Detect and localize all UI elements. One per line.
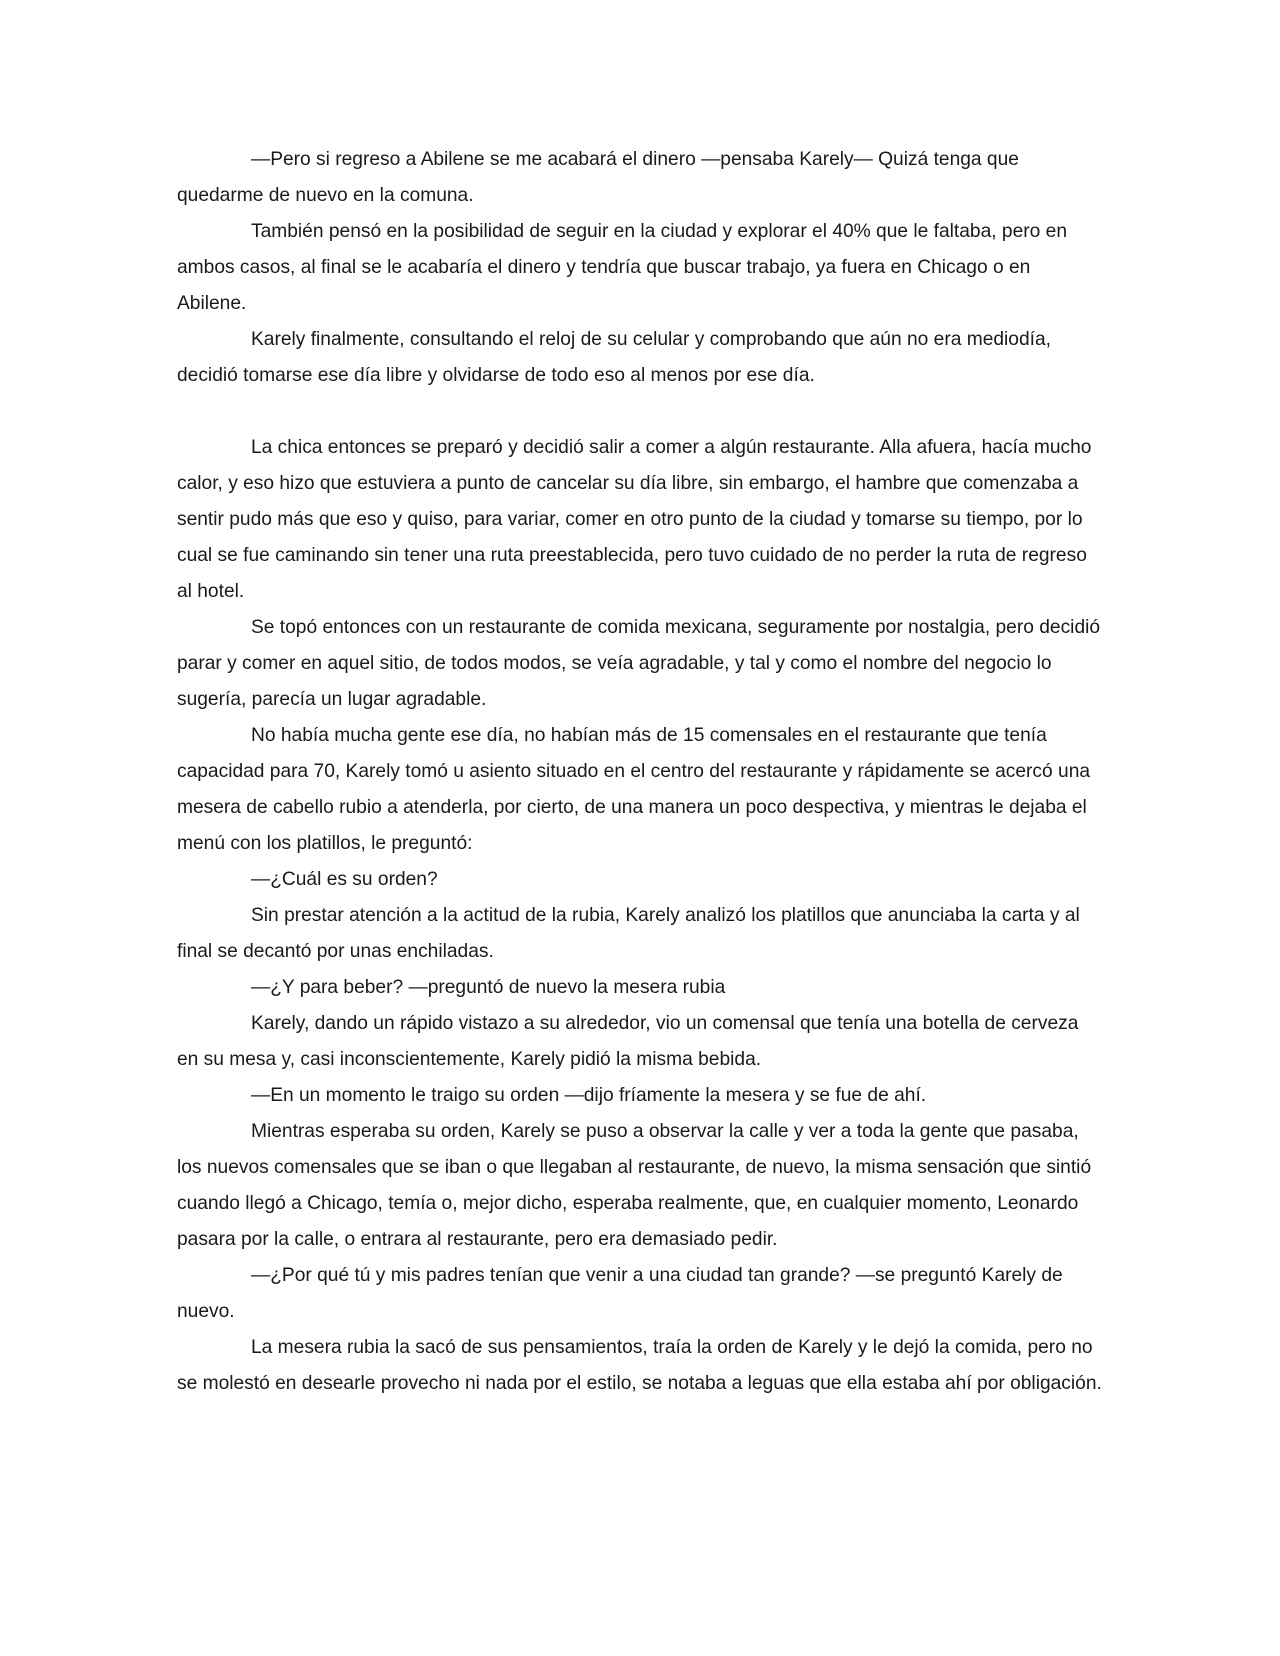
paragraph-3: Karely finalmente, consultando el reloj de su celular y comprobando que aún no era mediodía, decidió tomarse ese día libre y olvidarse de todo eso al menos por ese día. bbox=[177, 329, 1051, 386]
paragraph-2: También pensó en la posibilidad de seguir en la ciudad y explorar el 40% que le faltaba, pero en ambos casos, al final se le acabaría el dinero y tendría que buscar trabajo, ya fuera en Chicago o en Abilene. bbox=[177, 221, 1068, 314]
section-break bbox=[177, 394, 1102, 430]
paragraph-13: —¿Por qué tú y mis padres tenían que venir a una ciudad tan grande? —se preguntó Karely de nuevo. bbox=[177, 1265, 1063, 1322]
paragraph-11: —En un momento le traigo su orden —dijo fríamente la mesera y se fue de ahí. bbox=[251, 1085, 927, 1106]
paragraph-8: Sin prestar atención a la actitud de la rubia, Karely analizó los platillos que anunciaba la carta y al final se decantó por unas enchiladas. bbox=[177, 905, 1080, 962]
paragraph-4: La chica entonces se preparó y decidió salir a comer a algún restaurante. Alla afuera, hacía mucho calor, y eso hizo que estuviera a punto de cancelar su día libre, sin embargo, el hambre que comenzaba a sentir pudo más que eso y quiso, para variar, comer en otro punto de la ciudad y tomarse su tiempo, por lo cual se fue caminando sin tener una ruta preestablecida, pero tuvo cuidado de no perder la ruta de regreso al hotel. bbox=[177, 437, 1092, 602]
paragraph-9: —¿Y para beber? —preguntó de nuevo la mesera rubia bbox=[251, 977, 726, 998]
paragraph-14: La mesera rubia la sacó de sus pensamientos, traía la orden de Karely y le dejó la comida, pero no se molestó en desearle provecho ni nada por el estilo, se notaba a leguas que ella estaba ahí por obligación. bbox=[177, 1337, 1102, 1394]
paragraph-6: No había mucha gente ese día, no habían más de 15 comensales en el restaurante que tenía capacidad para 70, Karely tomó u asiento situado en el centro del restaurante y rápidamente se acercó una mesera de cabello rubio a atenderla, por cierto, de una manera un poco despectiva, y mientras le dejaba el menú con los platillos, le preguntó: bbox=[177, 725, 1091, 854]
paragraph-1: —Pero si regreso a Abilene se me acabará el dinero —pensaba Karely— Quizá tenga que quedarme de nuevo en la comuna. bbox=[177, 149, 1019, 206]
paragraph-7: —¿Cuál es su orden? bbox=[251, 869, 438, 890]
paragraph-10: Karely, dando un rápido vistazo a su alrededor, vio un comensal que tenía una botella de cerveza en su mesa y, casi inconscientemente, Karely pidió la misma bebida. bbox=[177, 1013, 1079, 1070]
paragraph-12: Mientras esperaba su orden, Karely se puso a observar la calle y ver a toda la gente que pasaba, los nuevos comensales que se iban o que llegaban al restaurante, de nuevo, la misma sensación que sintió cuando llegó a Chicago, temía o, mejor dicho, esperaba realmente, que, en cualquier momento, Leonardo pasara por la calle, o entrara al restaurante, pero era demasiado pedir. bbox=[177, 1121, 1092, 1250]
paragraph-5: Se topó entonces con un restaurante de comida mexicana, seguramente por nostalgia, pero decidió parar y comer en aquel sitio, de todos modos, se veía agradable, y tal y como el nombre del negocio lo sugería, parecía un lugar agradable. bbox=[177, 617, 1101, 710]
document-page bbox=[177, 142, 1102, 1402]
